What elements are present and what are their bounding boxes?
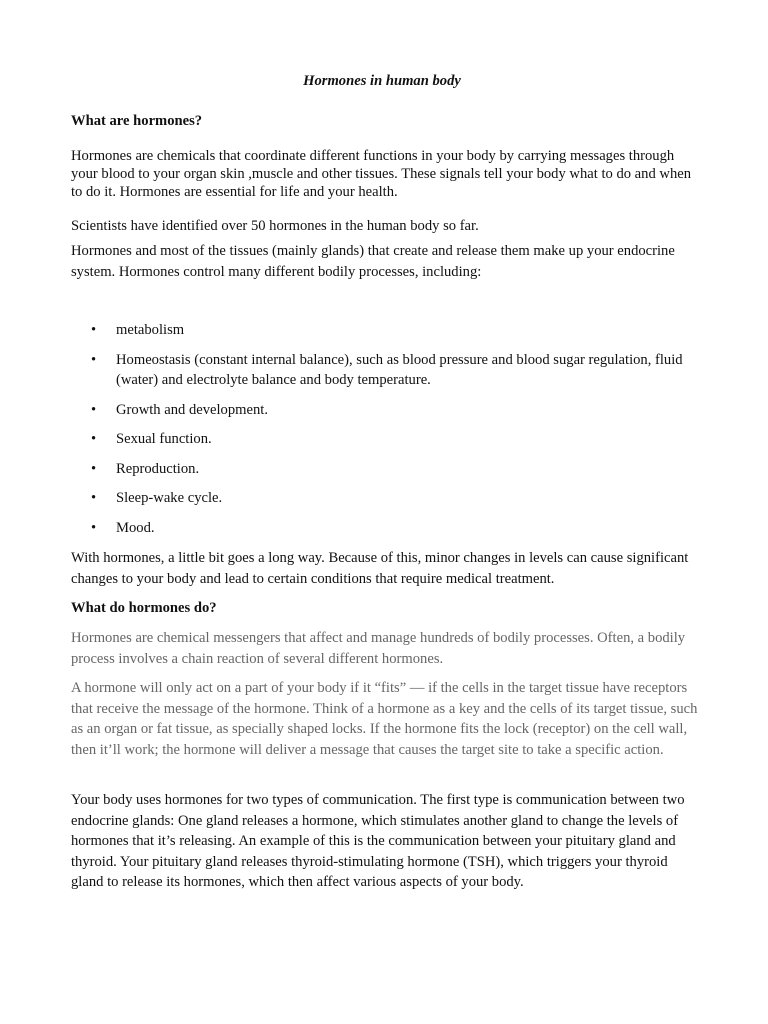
heading-what-are-hormones: What are hormones? bbox=[71, 113, 203, 129]
bullet-icon: • bbox=[91, 322, 97, 338]
list-item bbox=[91, 320, 691, 341]
paragraph-chemical-messengers: Hormones are chemical messengers that affect and manage hundreds of bodily processes. Often, a bodily process involves a chain reaction of several different hormones. bbox=[71, 630, 686, 667]
list-item-text: metabolism bbox=[116, 322, 185, 338]
bodily-processes-list bbox=[91, 320, 691, 547]
bullet-icon: • bbox=[91, 490, 97, 506]
paragraph-communication-types: Your body uses hormones for two types of communication. The first type is communication between two endocrine glands: One gland releases a hormone, which stimulates another gland to change the levels of hormones that it’s releasing. An example of this is the communication between your pituitary gland and thyroid. Your pituitary gland releases thyroid-stimulating hormone (TSH), which triggers your thyroid gland to release its hormones, which then affect various aspects of your body. bbox=[71, 792, 685, 890]
bullet-icon: • bbox=[91, 431, 97, 447]
list-item bbox=[91, 518, 691, 539]
bullet-icon: • bbox=[91, 460, 97, 477]
list-item-text: Growth and development. bbox=[116, 401, 268, 418]
heading-what-do-hormones-do: What do hormones do? bbox=[71, 600, 217, 616]
document-title: Hormones in human body bbox=[303, 73, 461, 89]
paragraph-hormones-definition: Hormones are chemicals that coordinate different functions in your body by carrying messages through your blood to your organ skin ,muscle and other tissues. These signals tell your body what to do and when to do it. Hormones are essential for life and your health. bbox=[71, 148, 692, 200]
list-item-text: Sexual function. bbox=[116, 431, 212, 447]
list-item bbox=[91, 459, 691, 480]
list-item-text: Reproduction. bbox=[116, 460, 200, 477]
paragraph-endocrine-system: Hormones and most of the tissues (mainly glands) that create and release them make up your endocrine system. Hormones control many different bodily processes, including: bbox=[71, 243, 675, 280]
list-item bbox=[91, 429, 691, 450]
list-item-text: Mood. bbox=[116, 519, 155, 536]
list-item-text: Homeostasis (constant internal balance), such as blood pressure and blood sugar regulation, fluid (water) and electrolyte balance and body temperature. bbox=[116, 351, 683, 388]
bullet-icon: • bbox=[91, 351, 97, 368]
paragraph-hormone-count: Scientists have identified over 50 hormones in the human body so far. bbox=[71, 218, 479, 234]
list-item bbox=[91, 400, 691, 421]
list-item bbox=[91, 350, 691, 391]
paragraph-hormone-levels: With hormones, a little bit goes a long way. Because of this, minor changes in levels can cause significant changes to your body and lead to certain conditions that require medical treatment. bbox=[71, 550, 689, 587]
paragraph-lock-and-key: A hormone will only act on a part of your body if it “fits” — if the cells in the target tissue have receptors that receive the message of the hormone. Think of a hormone as a key and the cells of its target tissue, such as an organ or fat tissue, as specially shaped locks. If the hormone fits the lock (receptor) on the cell wall, then it’ll work; the hormone will deliver a message that causes the target site to take a specific action. bbox=[71, 680, 698, 758]
list-item-text: Sleep-wake cycle. bbox=[116, 490, 223, 506]
bullet-icon: • bbox=[91, 519, 97, 536]
bullet-icon: • bbox=[91, 401, 97, 418]
list-item bbox=[91, 488, 691, 509]
